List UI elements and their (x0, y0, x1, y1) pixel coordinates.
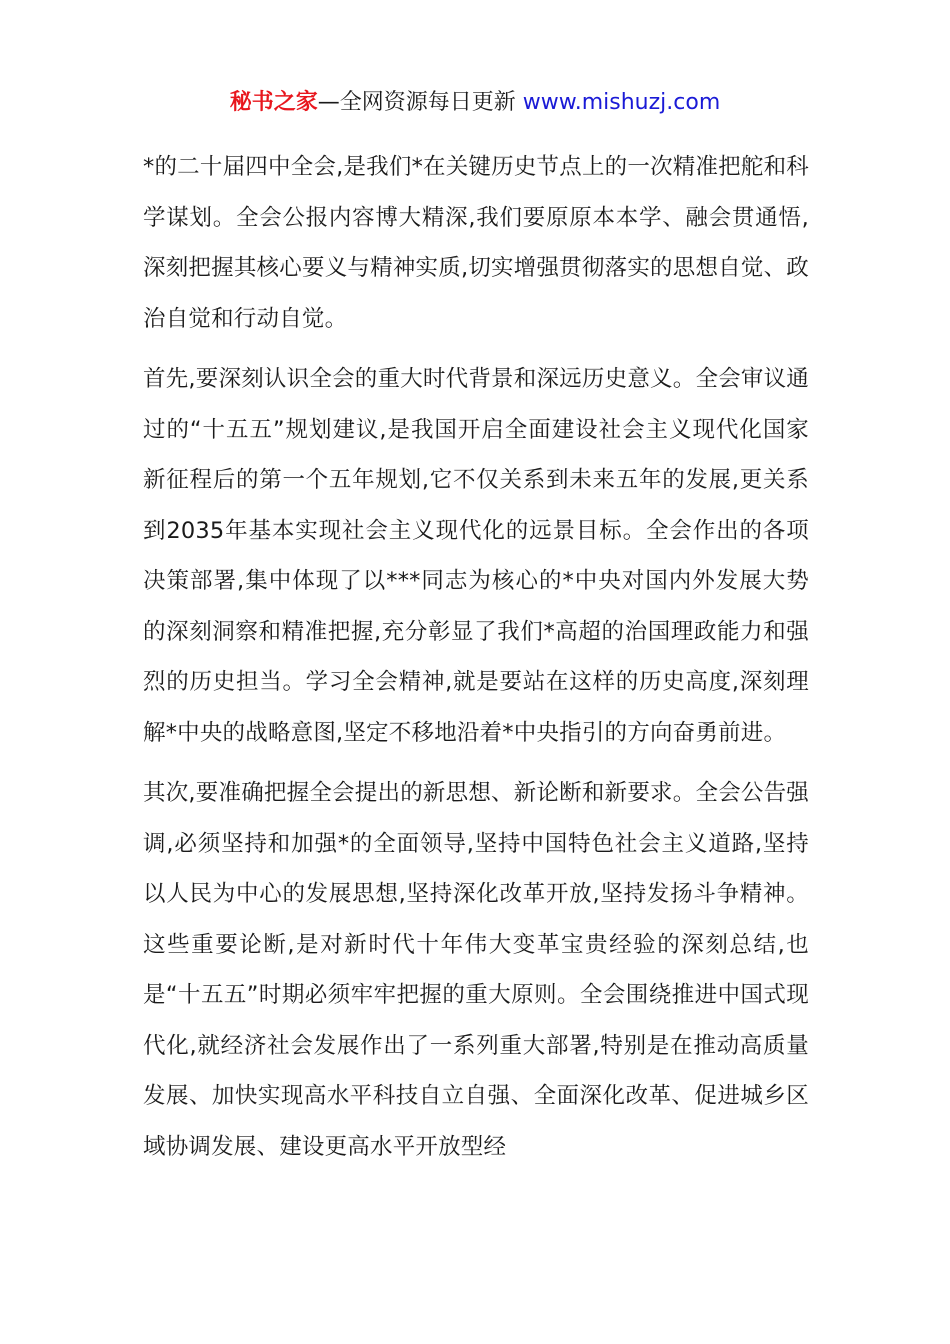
paragraph-intro: *的二十届四中全会,是我们*在关键历史节点上的一次精准把舵和科学谋划。全会公报内容博大精深,我们要原原本本学、融会贯通悟,深刻把握其核心要义与精神实质,切实增强贯彻落实的思想自觉、政治自觉和行动自觉。 (143, 154, 809, 332)
site-url-link[interactable]: www.mishuzj.com (522, 90, 721, 115)
paragraph-second: 其次,要准确把握全会提出的新思想、新论断和新要求。全会公告强调,必须坚持和加强*的全面领导,坚持中国特色社会主义道路,坚持以人民为中心的发展思想,坚持深化改革开放,坚持发扬斗争精神。这些重要论断,是对新时代十年伟大变革宝贵经验的深刻总结,也是“十五五”时期必须牢牢把握的重大原则。全会围绕推进中国式现代化,就经济社会发展作出了一系列重大部署,特别是在推动高质量发展、加快实现高水平科技自立自强、全面深化改革、促进城乡区域协调发展、建设更高水平开放型经 (143, 780, 809, 1160)
brand-name: 秘书之家 (229, 90, 318, 115)
header-tagline: —全网资源每日更新 (317, 90, 523, 115)
document-body (143, 142, 809, 1182)
page-header (0, 86, 950, 120)
paragraph-first: 首先,要深刻认识全会的重大时代背景和深远历史意义。全会审议通过的“十五五”规划建议,是我国开启全面建设社会主义现代化国家新征程后的第一个五年规划,它不仅关系到未来五年的发展,更关系到2035年基本实现社会主义现代化的远景目标。全会作出的各项决策部署,集中体现了以***同志为核心的*中央对国内外发展大势的深刻洞察和精准把握,充分彰显了我们*高超的治国理政能力和强烈的历史担当。学习全会精神,就是要站在这样的历史高度,深刻理解*中央的战略意图,坚定不移地沿着*中央指引的方向奋勇前进。 (143, 366, 809, 746)
